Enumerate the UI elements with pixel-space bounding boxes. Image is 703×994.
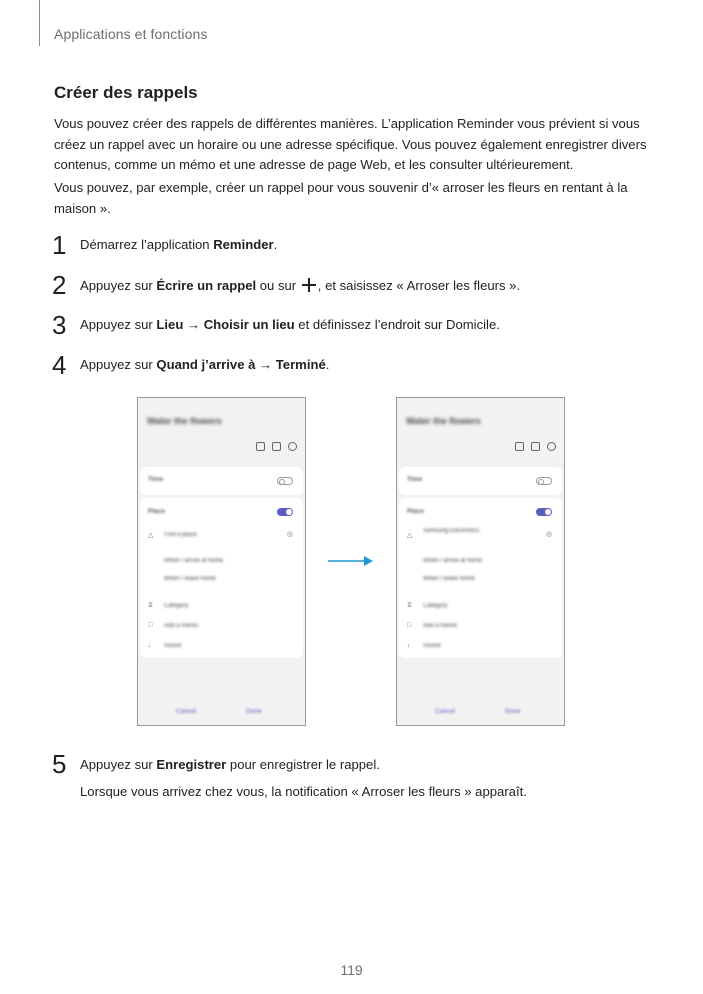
plus-icon [302,278,316,292]
time-label: Time [148,476,164,483]
memo-icon: □ [148,622,153,629]
step-text [80,315,500,335]
cancel-button: Cancel [435,708,456,715]
time-toggle [536,477,552,485]
page-number: 119 [340,962,363,978]
screenshot-before [137,397,306,726]
step-text-plain: Démarrez l’application [80,237,214,252]
sound-icon: ♩ [407,642,414,649]
checkbox-icon [256,442,265,451]
step-number: 3 [52,310,67,340]
step-ui-term: Lieu [156,317,184,332]
category-field: Category [423,603,448,609]
step-text-plain: . [325,357,330,372]
category-field: Category [164,603,189,609]
memo-field: Add a memo [164,623,199,629]
screenshot-after [396,397,565,726]
done-button: Done [505,708,521,715]
palette-icon [288,442,297,451]
example-paragraph: Vous pouvez, par exemple, créer un rappel pour vous souvenir d’« arroser les fleurs en rentant à la maison ». [54,180,628,216]
step-text-plain: Appuyez sur [80,317,157,332]
step-text-plain: , et saisissez « Arroser les fleurs ». [317,278,521,293]
step-ui-term: Terminé [275,357,326,372]
done-button: Done [246,708,262,715]
bell-icon: △ [148,532,154,539]
bell-icon: △ [407,532,413,539]
time-toggle [277,477,293,485]
place-label: Place [148,508,165,515]
location-pin-icon: ◎ [545,531,552,538]
step-ui-term: Enregistrer [156,757,227,772]
image-icon [531,442,540,451]
palette-icon [547,442,556,451]
step-ui-term: Quand j’arrive à [156,357,256,372]
step-text [80,755,380,775]
step-number: 5 [52,749,67,779]
place-label: Place [407,508,424,515]
sound-field: Sound [164,643,182,649]
step-number: 1 [52,230,67,260]
step-number: 4 [52,350,67,380]
memo-icon: □ [407,622,412,629]
image-icon [272,442,281,451]
cancel-button: Cancel [176,708,197,715]
checkbox-icon [515,442,524,451]
running-head: Applications et fonctions [54,26,208,42]
reminder-toolbar [256,442,297,451]
step-ui-term: Écrire un rappel [156,278,257,293]
leave-option: When I leave home [164,576,216,582]
step-ui-term: Choisir un lieu [203,317,295,332]
reminder-title: Water the flowers [147,416,222,426]
step-text [80,355,329,375]
step-ui-term: Reminder [213,237,274,252]
step-text-plain: Appuyez sur [80,757,157,772]
time-label: Time [407,476,423,483]
step-text [80,235,277,255]
address-line: Samsung Electronics [423,528,480,534]
section-title: Créer des rappels [54,83,198,102]
reminder-title: Water the flowers [406,416,481,426]
place-toggle [536,508,552,516]
step-arrow: → [183,317,204,332]
step-number: 2 [52,270,67,300]
place-card [140,498,303,658]
arrive-option: When I arrive at home [164,558,224,564]
location-pin-icon: ◎ [286,531,293,538]
time-card [140,467,303,495]
step-text [80,276,520,296]
sound-field: Sound [423,643,441,649]
sound-icon: ♩ [148,642,155,649]
step-text-plain: . [273,237,278,252]
place-toggle [277,508,293,516]
step-note: Lorsque vous arrivez chez vous, la notification « Arroser les fleurs » apparaît. [80,784,527,799]
step-text-plain: Appuyez sur [80,278,157,293]
memo-field: Add a memo [423,623,458,629]
address-line: Find a place [164,532,197,538]
arrive-option: When I arrive at home [423,558,483,564]
arrow-right-icon [328,554,374,568]
intro-paragraph: Vous pouvez créer des rappels de différentes manières. L’application Reminder vous prévient si vous créez un rappel avec un horaire ou une adresse spécifique. Vous pouvez également enregistrer divers contenus, comme un mémo et une adresse de page Web, et les consulter ultérieurement. [54,116,647,172]
category-icon: ⧖ [148,602,153,609]
leave-option: When I leave home [423,576,475,582]
step-arrow: → [255,357,276,372]
step-text-plain: ou sur [256,278,300,293]
page-margin-rule [39,0,40,46]
reminder-toolbar [515,442,556,451]
category-icon: ⧖ [407,602,412,609]
step-text-plain: et définissez l’endroit sur Domicile. [294,317,500,332]
step-text-plain: pour enregistrer le rappel. [226,757,380,772]
time-card [399,467,562,495]
place-card [399,498,562,658]
step-text-plain: Appuyez sur [80,357,157,372]
